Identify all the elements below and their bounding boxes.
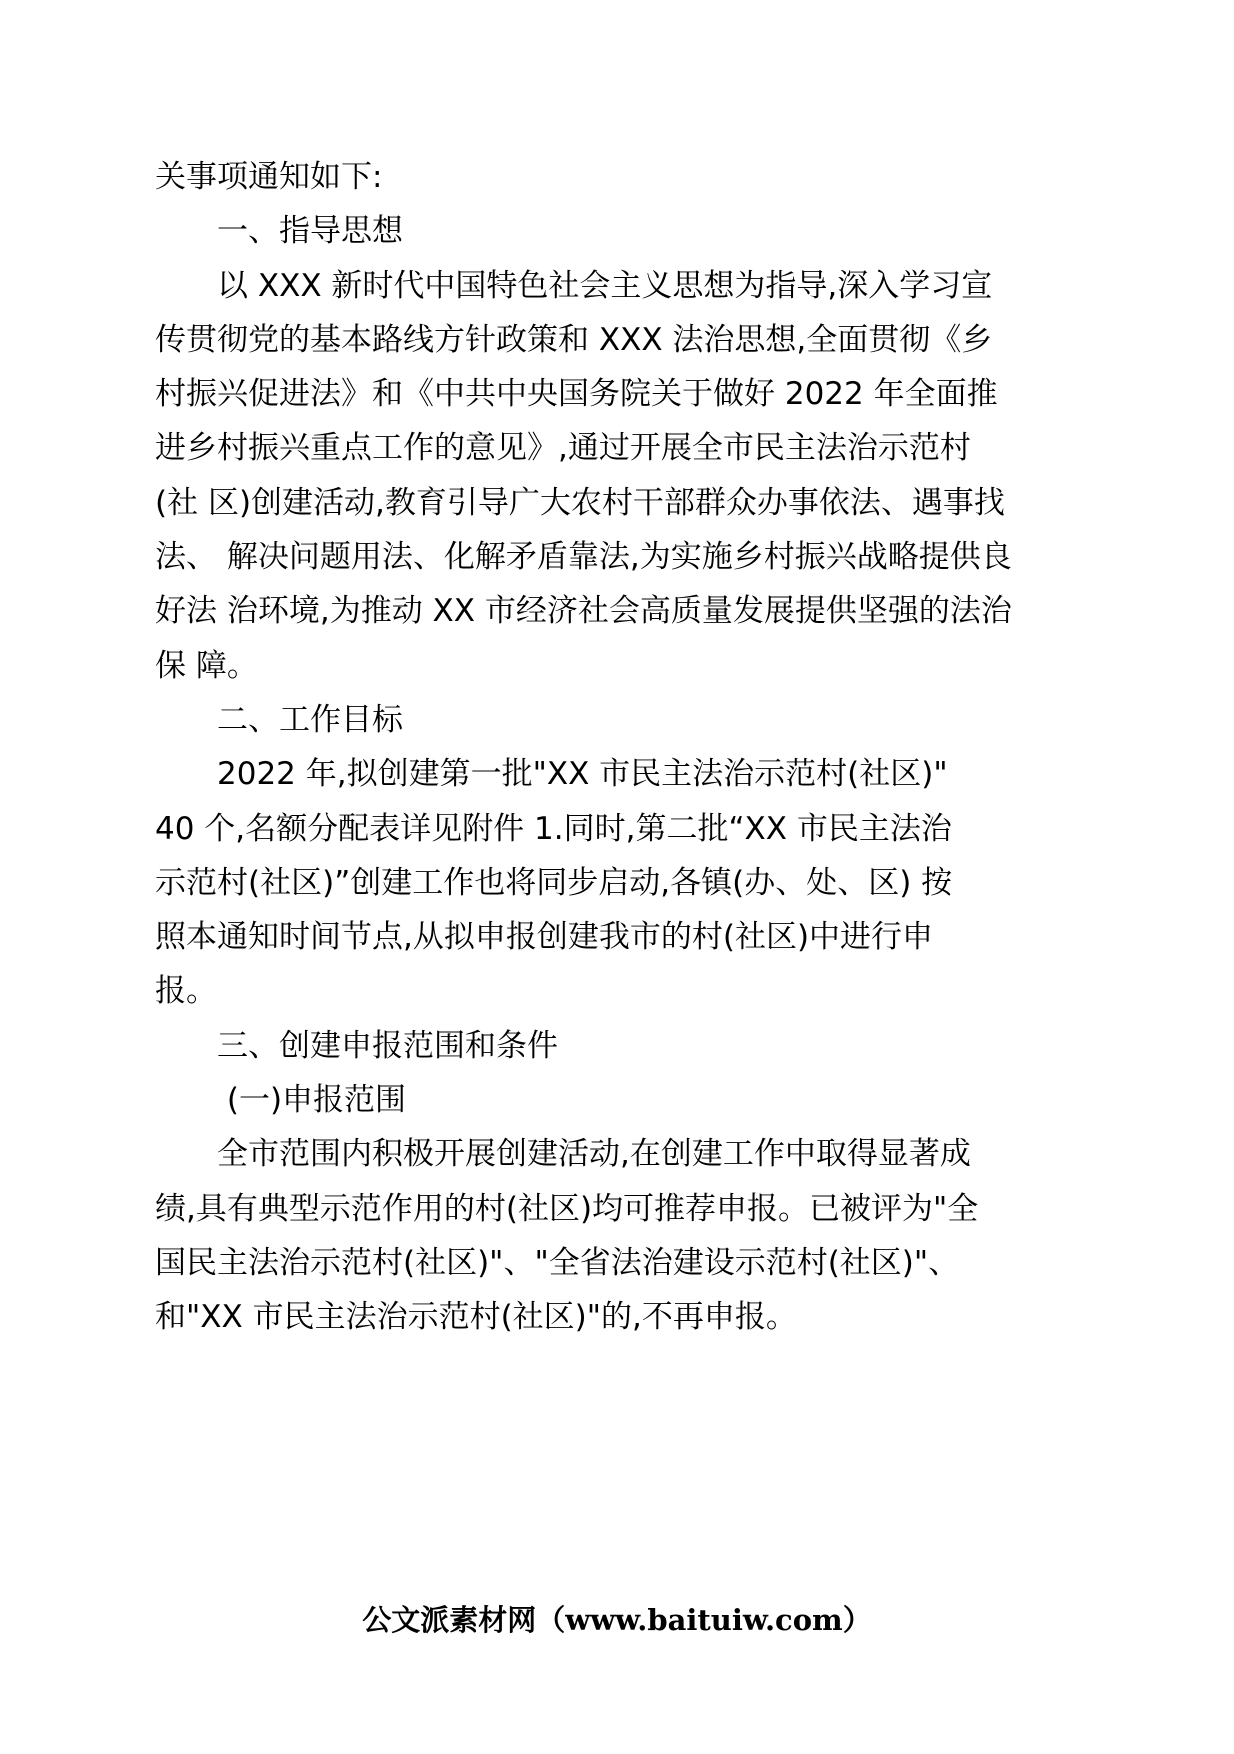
text-line: 40 个,名额分配表详见附件 1.同时,第二批“XX 市民主法治 <box>155 810 952 847</box>
text-line: 照本通知时间节点,从拟申报创建我市的村(社区)中进行申 <box>155 919 934 956</box>
document-body <box>155 150 1080 1345</box>
section-heading-guiding-ideology: 一、指导思想 <box>155 213 403 250</box>
text-line: 传贯彻党的基本路线方针政策和 XXX 法治思想,全面贯彻《乡 <box>155 321 993 358</box>
text-line: 法、 解决问题用法、化解矛盾靠法,为实施乡村振兴战略提供良 <box>155 539 1012 576</box>
text-line: 示范村(社区)”创建工作也将同步启动,各镇(办、处、区) 按 <box>155 864 953 901</box>
text-line: 村振兴促进法》和《中共中央国务院关于做好 2022 年全面推 <box>155 376 998 413</box>
text-line: 绩,具有典型示范作用的村(社区)均可推荐申报。已被评为"全 <box>155 1190 979 1227</box>
subsection-heading-scope: (一)申报范围 <box>155 1082 407 1119</box>
text-line: 2022 年,拟创建第一批"XX 市民主法治示范村(社区)" <box>155 756 948 793</box>
text-line: 和"XX 市民主法治示范村(社区)"的,不再申报。 <box>155 1299 797 1336</box>
text-line: (社 区)创建活动,教育引导广大农村干部群众办事依法、遇事找 <box>155 484 1005 521</box>
section-heading-work-goals: 二、工作目标 <box>155 701 403 738</box>
text-line: 国民主法治示范村(社区)"、"全省法治建设示范村(社区)"、 <box>155 1244 960 1281</box>
text-line: 报。 <box>155 973 217 1010</box>
text-line: 好法 治环境,为推动 XX 市经济社会高质量发展提供坚强的法治 <box>155 593 1012 630</box>
text-line: 关事项通知如下: <box>155 159 383 195</box>
text-line: 进乡村振兴重点工作的意见》,通过开展全市民主法治示范村 <box>155 430 971 467</box>
text-line: 保 障。 <box>155 647 258 684</box>
footer-source-text: 公文派素材网（www.baituiw.com） <box>362 1603 872 1637</box>
text-line: 全市范围内积极开展创建活动,在创建工作中取得显著成 <box>155 1136 971 1173</box>
section-heading-scope-and-conditions: 三、创建申报范围和条件 <box>155 1027 558 1064</box>
text-line: 以 XXX 新时代中国特色社会主义思想为指导,深入学习宣 <box>155 267 993 304</box>
